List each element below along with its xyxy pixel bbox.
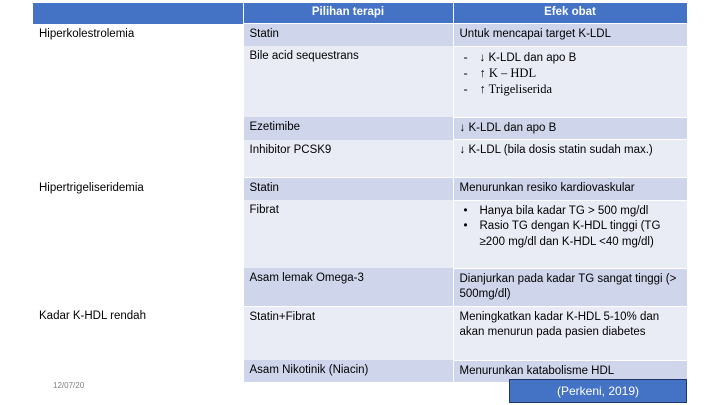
effect-list: [460, 50, 681, 98]
therapy-cell: Fibrat: [243, 200, 453, 268]
effect-list: [460, 204, 681, 251]
list-item: [460, 219, 681, 250]
category-cell: Hipertrigeliseridemia: [33, 178, 243, 307]
header-effect: Efek obat: [453, 3, 687, 24]
table-row: [33, 24, 687, 47]
list-item-text: ↓ K-LDL dan apo B: [479, 51, 577, 64]
list-item-text: ↑ Trigeliserida: [479, 81, 553, 96]
therapy-cell: Ezetimibe: [243, 117, 453, 140]
list-item: [460, 204, 681, 220]
list-marker: •: [463, 220, 468, 232]
list-marker: -: [463, 81, 468, 96]
therapy-table: [33, 3, 688, 382]
list-item-text: Hanya bila kadar TG > 500 mg/dl: [479, 204, 649, 217]
list-item: [460, 50, 681, 67]
table-row: [33, 178, 687, 201]
footer-date: 12/07/20: [53, 381, 85, 390]
table-row: [33, 306, 687, 360]
therapy-cell: Statin: [243, 178, 453, 201]
list-item-text: ↑ K – HDL: [479, 66, 537, 80]
effect-cell: ↓ K-LDL (bila dosis statin sudah max.): [453, 140, 687, 178]
therapy-cell: Asam lemak Omega-3: [243, 268, 453, 306]
effect-cell: Dianjurkan pada kadar TG sangat tinggi (> 500mg/dl): [453, 268, 687, 306]
effect-cell: [453, 200, 687, 268]
therapy-cell: Statin: [243, 24, 453, 47]
list-marker: -: [463, 66, 468, 80]
effect-cell: Meningkatkan kadar K-HDL 5-10% dan akan menurun pada pasien diabetes: [453, 306, 687, 360]
effect-cell: Menurunkan resiko kardiovaskular: [453, 178, 687, 201]
list-item-text: Rasio TG dengan K-HDL tinggi (TG ≥200 mg/dl dan K-HDL <40 mg/dl): [479, 220, 661, 248]
effect-cell: Menurunkan katabolisme HDL: [453, 360, 687, 382]
category-cell: Kadar K-HDL rendah: [33, 306, 243, 382]
list-marker: •: [463, 204, 468, 217]
header-therapy: Pilihan terapi: [243, 3, 453, 24]
therapy-cell: Asam Nikotinik (Niacin): [243, 360, 453, 382]
category-cell: Hiperkolestrolemia: [33, 24, 243, 178]
effect-cell: [453, 46, 687, 117]
therapy-cell: Inhibitor PCSK9: [243, 140, 453, 178]
list-item: [460, 66, 681, 82]
citation-box: (Perkeni, 2019): [509, 379, 687, 403]
list-marker: -: [463, 49, 468, 64]
therapy-cell: Statin+Fibrat: [243, 306, 453, 360]
table-header-row: [33, 3, 687, 24]
list-item: [460, 82, 681, 98]
effect-cell: Untuk mencapai target K-LDL: [453, 24, 687, 47]
effect-cell: ↓ K-LDL dan apo B: [453, 117, 687, 140]
therapy-cell: Bile acid sequestrans: [243, 46, 453, 117]
header-category: [33, 3, 243, 24]
